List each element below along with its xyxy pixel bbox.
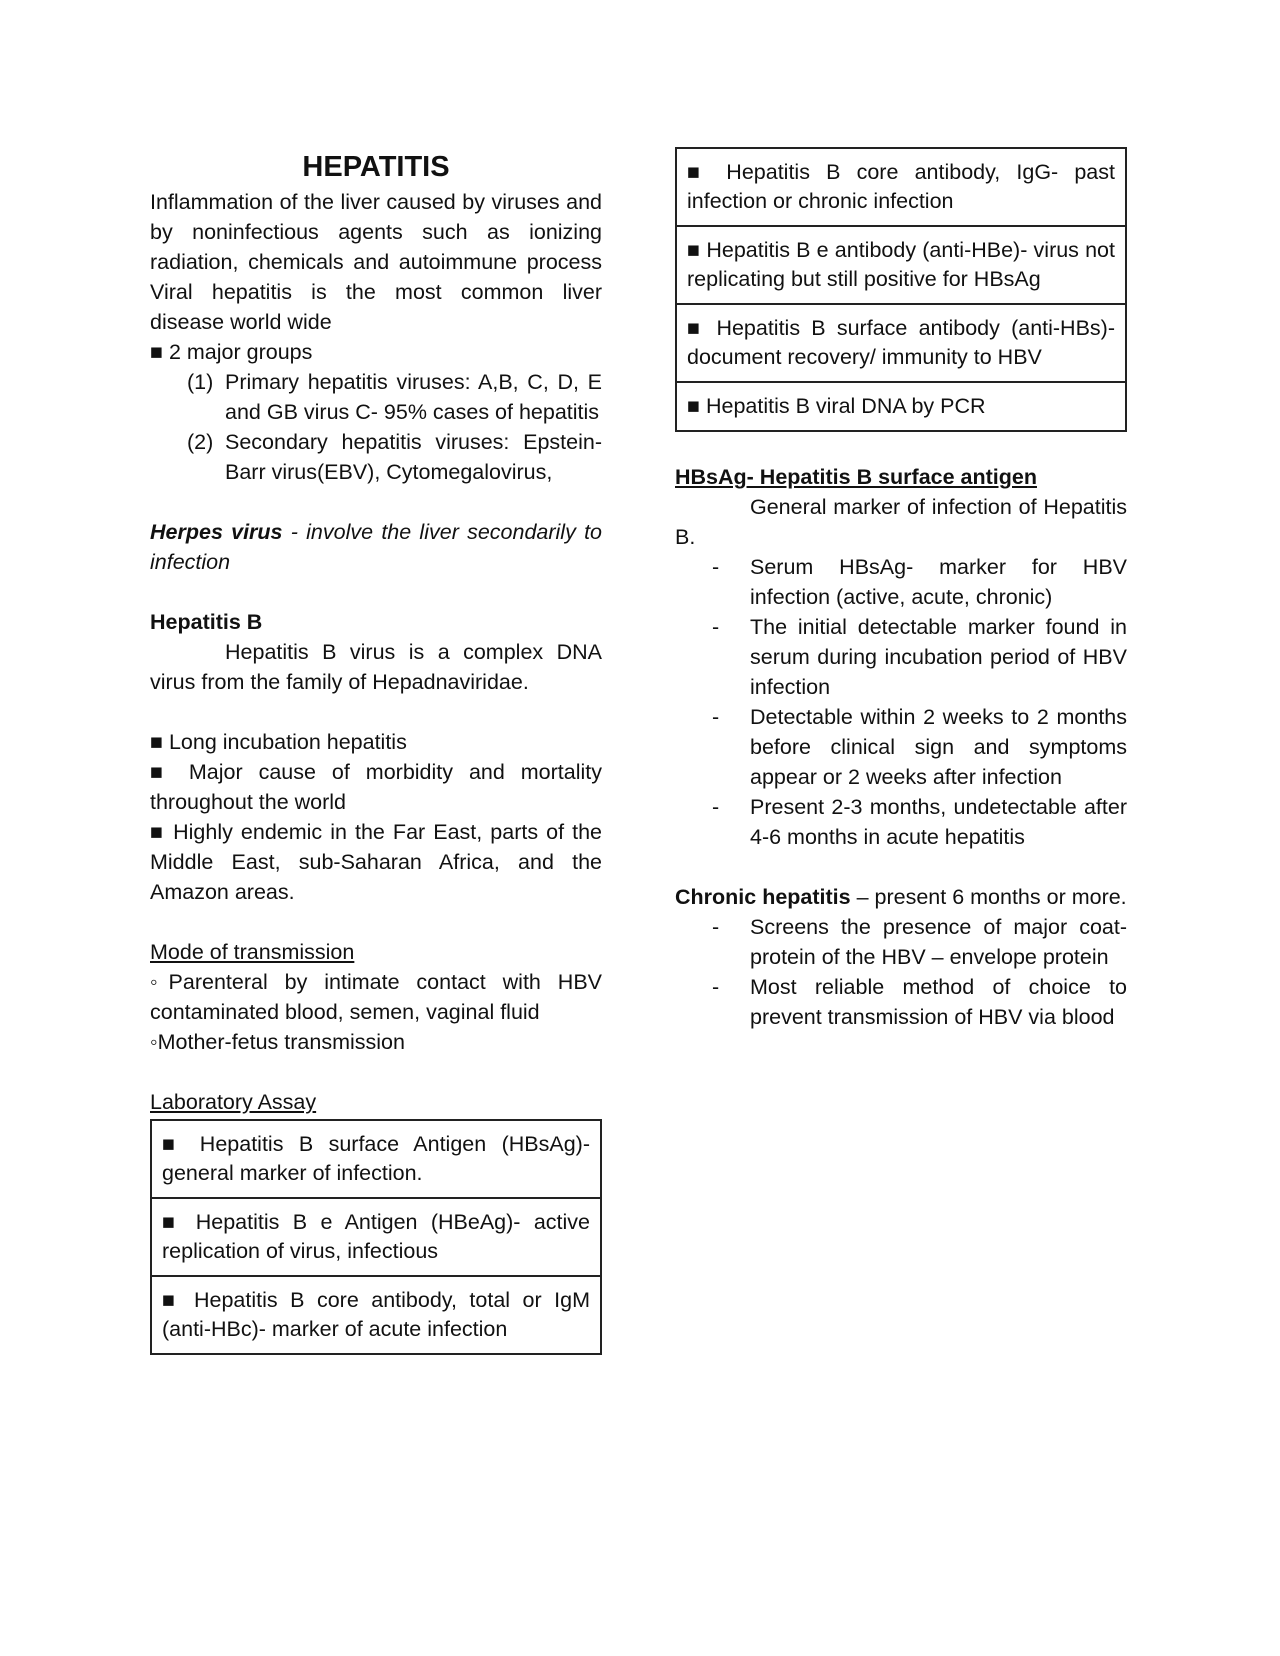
lab-assay-cell: ■ Hepatitis B surface Antigen (HBsAg)- general marker of infection.	[162, 1132, 590, 1185]
dash-marker: -	[712, 915, 720, 939]
hbsag-point	[675, 702, 1127, 792]
lab-assay-cell: ■ Hepatitis B e Antigen (HBeAg)- active replication of virus, infectious	[152, 1197, 600, 1275]
bullet-item: ■ Long incubation hepatitis	[150, 730, 407, 754]
intro-paragraph: Inflammation of the liver caused by viruses and by noninfectious agents such as ionizing radiation, chemicals and autoimmune process Viral hepatitis is the most common liver disease world wide	[150, 190, 602, 334]
hepatitis-b-description: Hepatitis B virus is a complex DNA virus from the family of Hepadnaviridae.	[150, 640, 602, 694]
hbsag-point	[675, 552, 1127, 612]
lab-assay-cell: ■ Hepatitis B core antibody, total or IgM (anti-HBc)- marker of acute infection	[152, 1275, 600, 1353]
point-text: Detectable within 2 weeks to 2 months before clinical sign and symptoms appear or 2 weeks after infection	[750, 705, 1127, 789]
dash-marker: -	[712, 705, 720, 729]
point-text: Most reliable method of choice to prevent transmission of HBV via blood	[750, 975, 1127, 1029]
lab-assay-heading: Laboratory Assay	[150, 1090, 317, 1114]
hbsag-point	[675, 612, 1127, 702]
hbsag-heading: HBsAg- Hepatitis B surface antigen	[675, 465, 1037, 489]
herpes-description: - involve the liver secondarily to infection	[150, 520, 602, 574]
point-text: The initial detectable marker found in serum during incubation period of HBV infection	[750, 615, 1127, 699]
chronic-hepatitis-description: – present 6 months or more.	[850, 885, 1127, 909]
group-item	[150, 427, 602, 487]
herpes-term: Herpes virus	[150, 520, 283, 544]
page-title: HEPATITIS	[302, 151, 450, 183]
groups-heading: ■ 2 major groups	[150, 340, 313, 364]
point-text: Screens the presence of major coat-protein of the HBV – envelope protein	[750, 915, 1127, 969]
chronic-hepatitis-paragraph	[675, 882, 1127, 912]
herpes-note	[150, 517, 602, 577]
bullet-item: ■ Major cause of morbidity and mortality throughout the world	[150, 760, 602, 814]
hbsag-description: General marker of infection of Hepatitis B.	[675, 495, 1127, 549]
group-item	[150, 367, 602, 427]
lab-assay-cell: ■ Hepatitis B surface antibody (anti-HBs)- document recovery/ immunity to HBV	[677, 303, 1125, 381]
dash-marker: -	[712, 555, 720, 579]
dash-marker: -	[712, 975, 720, 999]
left-column	[150, 147, 602, 1355]
hepatitis-b-heading: Hepatitis B	[150, 610, 263, 634]
point-text: Present 2-3 months, undetectable after 4-6 months in acute hepatitis	[750, 795, 1127, 849]
dash-marker: -	[712, 615, 720, 639]
chronic-hepatitis-term: Chronic hepatitis	[675, 885, 851, 909]
group-text: Secondary hepatitis viruses: Epstein-Barr virus(EBV), Cytomegalovirus,	[225, 430, 602, 484]
transmission-heading: Mode of transmission	[150, 940, 355, 964]
lab-assay-cell: ■ Hepatitis B core antibody, IgG- past infection or chronic infection	[687, 160, 1115, 213]
dash-marker: -	[712, 795, 720, 819]
lab-assay-table-continued	[675, 147, 1127, 432]
hbsag-point	[675, 792, 1127, 852]
point-text: Serum HBsAg- marker for HBV infection (active, acute, chronic)	[750, 555, 1127, 609]
right-column	[675, 147, 1127, 1032]
lab-assay-cell: ■ Hepatitis B e antibody (anti-HBe)- virus not replicating but still positive for HBsAg	[677, 225, 1125, 303]
group-number: (2)	[187, 430, 214, 454]
lab-assay-cell: ■ Hepatitis B viral DNA by PCR	[677, 381, 1125, 430]
lab-assay-table	[150, 1119, 602, 1355]
chronic-point	[675, 912, 1127, 972]
group-number: (1)	[187, 370, 214, 394]
transmission-item: ◦Parenteral by intimate contact with HBV contaminated blood, semen, vaginal fluid	[150, 970, 602, 1024]
group-text: Primary hepatitis viruses: A,B, C, D, E and GB virus C- 95% cases of hepatitis	[225, 370, 602, 424]
chronic-point	[675, 972, 1127, 1032]
bullet-item: ■ Highly endemic in the Far East, parts of the Middle East, sub-Saharan Africa, and the Amazon areas.	[150, 820, 602, 904]
transmission-item: ◦Mother-fetus transmission	[150, 1030, 405, 1054]
